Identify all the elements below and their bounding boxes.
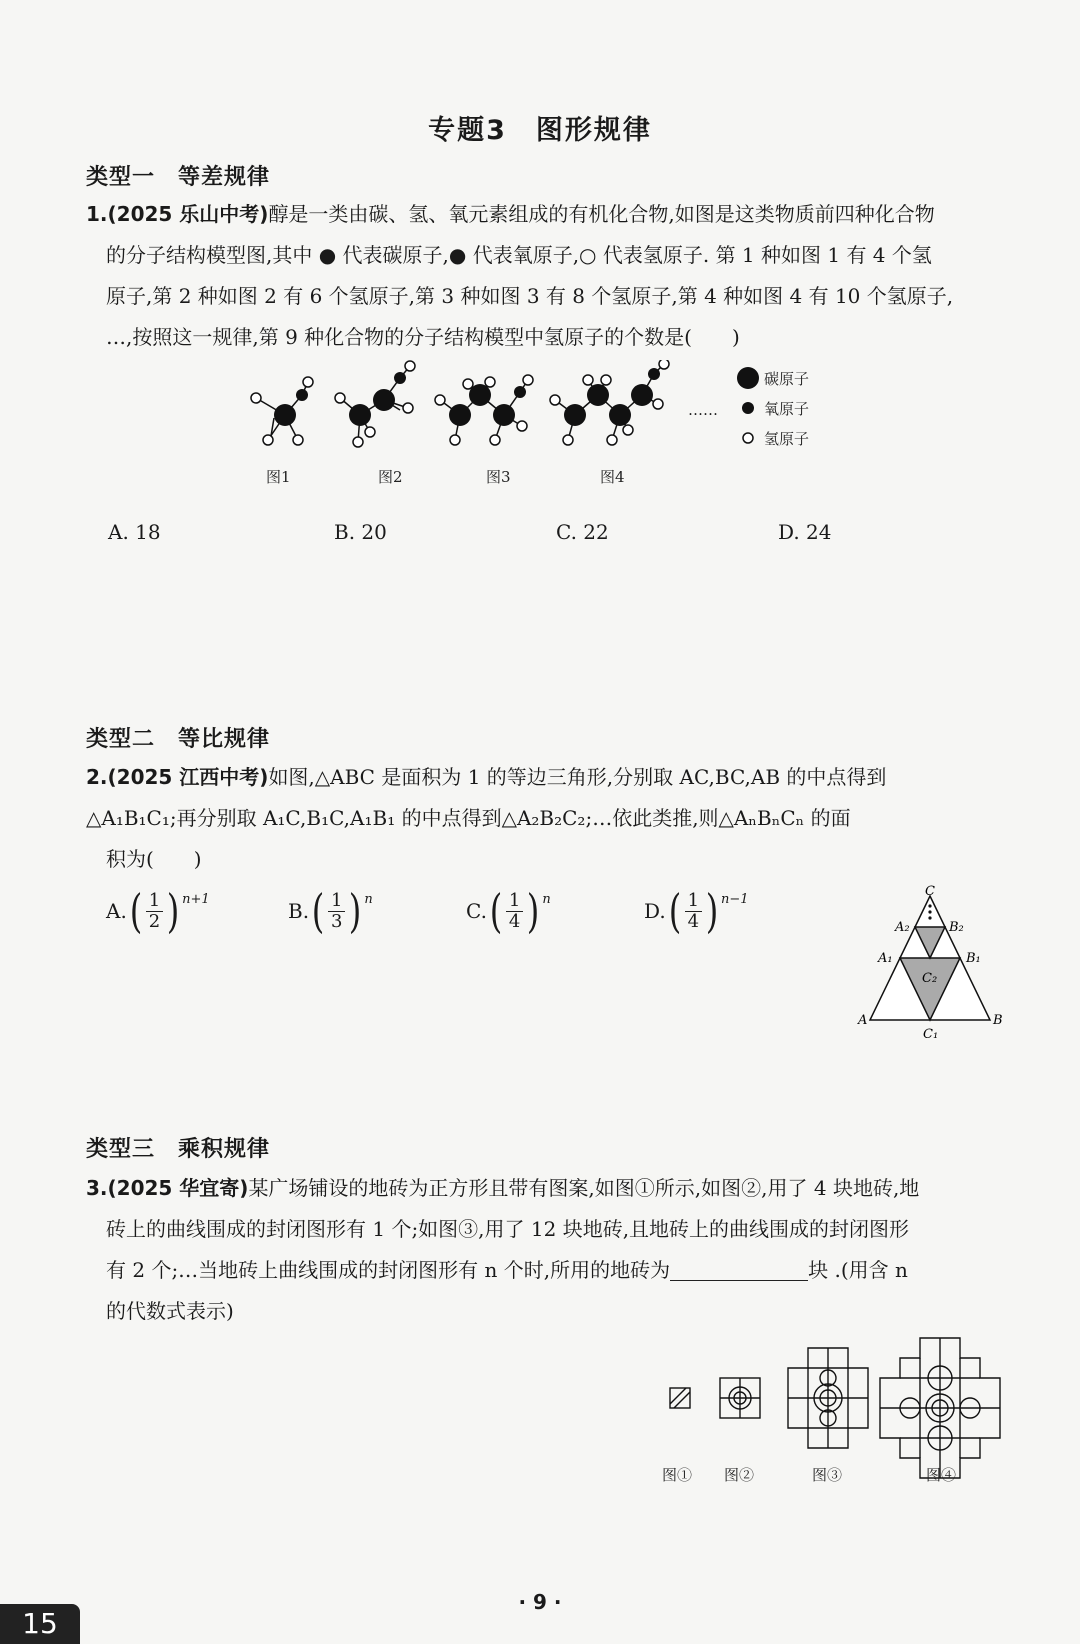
page-title: 专题3 图形规律: [428, 115, 652, 146]
fraction-numerator: 1: [685, 891, 702, 912]
choice-d[interactable]: [644, 884, 749, 938]
question-text: 块 .(用含 n: [808, 1258, 908, 1282]
fraction-numerator: 1: [146, 891, 163, 912]
paren-left: (: [668, 884, 681, 938]
question-text: 砖上的曲线围成的封闭图形有 1 个;如图③,用了 12 块地砖,且地砖上的曲线围成的封闭图形: [106, 1217, 910, 1241]
figure-label: 图1: [266, 468, 291, 486]
label-c1: C₁: [923, 1027, 939, 1042]
choice-c[interactable]: [466, 884, 551, 938]
question-number: 3.: [86, 1176, 108, 1200]
paren-left: (: [311, 884, 325, 938]
exponent: n+1: [182, 892, 210, 907]
question-text: …,按照这一规律,第 9 种化合物的分子结构模型中氢原子的个数是( ): [106, 325, 740, 349]
paren-right: ): [705, 884, 719, 938]
exponent: n: [364, 892, 373, 907]
question-1: [86, 194, 1006, 358]
question-text: 的代数式表示): [106, 1299, 234, 1323]
figure-label: 图2: [378, 468, 403, 486]
fraction-denominator: 4: [508, 910, 521, 932]
legend-label-carbon: 碳原子: [764, 370, 810, 388]
label-a: A: [858, 1013, 868, 1028]
section-title-2: 类型二 等比规律: [86, 727, 271, 752]
choice-letter: B.: [288, 899, 310, 923]
section-title-3: 类型三 乘积规律: [86, 1137, 271, 1162]
question-text: 积为( ): [106, 847, 202, 871]
figure-label: 图4: [600, 468, 625, 486]
choice-b[interactable]: [288, 884, 373, 938]
exponent: n: [542, 892, 551, 907]
ellipsis: ……: [688, 401, 718, 419]
choice-letter: A.: [106, 899, 127, 923]
choice-b[interactable]: B. 20: [334, 520, 387, 544]
fraction-denominator: 2: [148, 910, 161, 932]
corner-badge: 15: [0, 1604, 80, 1644]
paren-left: (: [129, 884, 143, 938]
paren-left: (: [489, 884, 503, 938]
legend-label-hydrogen: 氢原子: [764, 430, 810, 448]
label-b1: B₁: [966, 951, 981, 966]
label-c2: C₂: [922, 971, 938, 986]
label-b: B: [993, 1013, 1003, 1028]
figure-label: 图④: [926, 1466, 957, 1484]
fraction-numerator: 1: [506, 891, 523, 912]
choice-a[interactable]: [106, 884, 210, 938]
question-number: 2.: [86, 765, 108, 789]
question-number: 1.: [86, 202, 108, 226]
legend-label-oxygen: 氧原子: [764, 400, 810, 418]
triangle-figure: [850, 884, 1010, 1044]
question-text: 如图,△ABC 是面积为 1 的等边三角形,分别取 AC,BC,AB 的中点得到: [268, 765, 887, 789]
fraction-denominator: 4: [687, 910, 700, 932]
question-text: 某广场铺设的地砖为正方形且带有图案,如图①所示,如图②,用了 4 块地砖,地: [248, 1176, 920, 1200]
label-b2: B₂: [949, 920, 964, 935]
question-source: (2025 华宜寄): [107, 1176, 249, 1200]
paren-right: ): [349, 884, 362, 938]
question-source: (2025 江西中考): [107, 765, 269, 789]
tile-figure: [660, 1330, 1010, 1490]
choice-c[interactable]: C. 22: [556, 520, 609, 544]
question-text: 原子,第 2 种如图 2 有 6 个氢原子,第 3 种如图 3 有 8 个氢原子,第 4 种如图 4 有 10 个氢原子,: [106, 284, 954, 308]
paren-right: ): [166, 884, 180, 938]
fraction-numerator: 1: [328, 891, 345, 912]
answer-blank[interactable]: [670, 1258, 808, 1281]
label-c: C: [925, 884, 935, 899]
figure-label: 图①: [662, 1466, 693, 1484]
paren-right: ): [527, 884, 540, 938]
question-2: [86, 757, 1006, 880]
choice-d[interactable]: D. 24: [778, 520, 832, 544]
choice-letter: C.: [466, 899, 487, 923]
choice-letter: D.: [644, 899, 666, 923]
question-text: △A₁B₁C₁;再分别取 A₁C,B₁C,A₁B₁ 的中点得到△A₂B₂C₂;…依此类推,则△AₙBₙCₙ 的面: [86, 806, 851, 830]
exponent: n−1: [721, 892, 749, 907]
label-a2: A₂: [895, 920, 910, 935]
question-text: 醇是一类由碳、氢、氧元素组成的有机化合物,如图是这类物质前四种化合物: [268, 202, 935, 226]
question-text: 的分子结构模型图,其中 ● 代表碳原子,● 代表氧原子,○ 代表氢原子. 第 1 种如图 1 有 4 个氢: [106, 243, 932, 267]
choice-a[interactable]: A. 18: [108, 520, 161, 544]
question-source: (2025 乐山中考): [107, 202, 269, 226]
question-text: 有 2 个;…当地砖上曲线围成的封闭图形有 n 个时,所用的地砖为: [106, 1258, 671, 1282]
figure-label: 图②: [724, 1466, 755, 1484]
section-title-1: 类型一 等差规律: [86, 165, 271, 190]
fraction-denominator: 3: [331, 910, 343, 932]
figure-label: 图3: [486, 468, 511, 486]
figure-label: 图③: [812, 1466, 843, 1484]
label-a1: A₁: [878, 951, 893, 966]
question-3: [86, 1168, 1006, 1332]
molecule-figure: [250, 360, 870, 510]
page-number: · 9 ·: [518, 1590, 562, 1614]
